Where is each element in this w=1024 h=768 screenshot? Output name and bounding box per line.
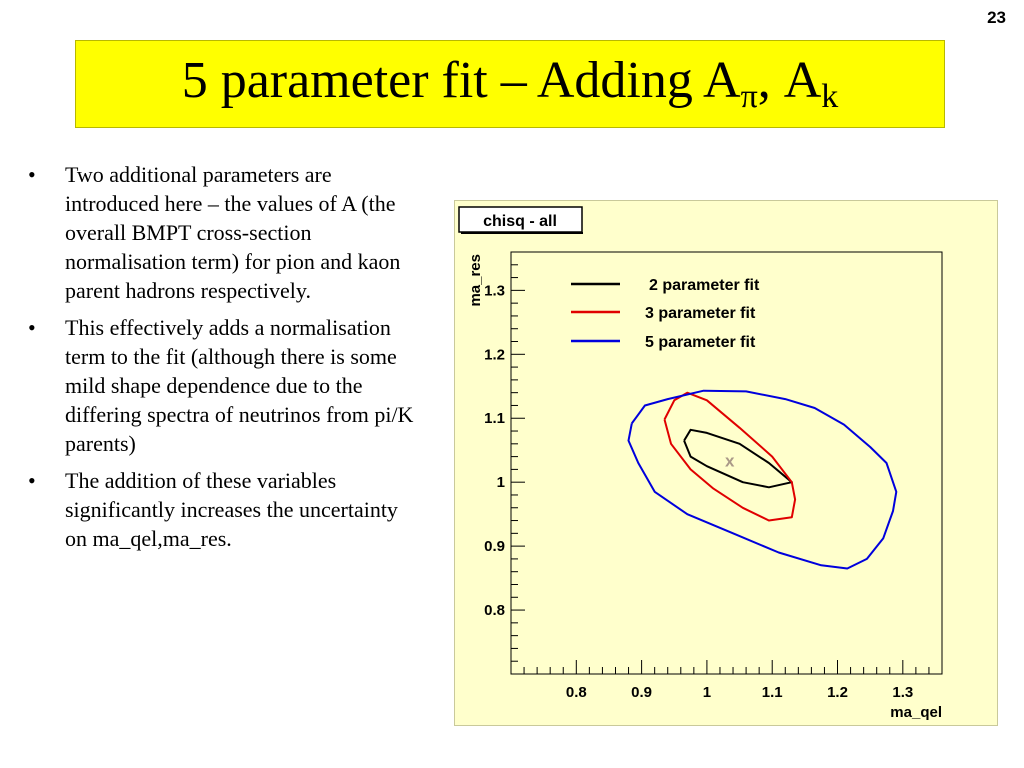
title-separator: , A bbox=[757, 51, 822, 109]
legend-label-3param: 3 parameter fit bbox=[645, 305, 756, 322]
bullet-list bbox=[22, 160, 417, 561]
title-main: 5 parameter fit – Adding A bbox=[181, 51, 741, 109]
y-tick-label: 0.9 bbox=[484, 538, 505, 556]
bullet-text: This effectively adds a normalisation term to the fit (although there is some mild shape dependence due to the differing spectra of neutrinos from pi/K parents) bbox=[65, 315, 414, 456]
bullet-text: Two additional parameters are introduced here – the values of A (the overall BMPT cross-section normalisation term) for pion and kaon parent hadrons respectively. bbox=[65, 162, 401, 303]
y-tick-label: 0.8 bbox=[484, 602, 505, 620]
legend-label-2param: 2 parameter fit bbox=[649, 277, 760, 294]
chart-figure bbox=[454, 200, 998, 726]
bullet-dot: • bbox=[28, 315, 36, 340]
bullet-item bbox=[22, 313, 417, 458]
bullet-dot: • bbox=[28, 162, 36, 187]
chart-title: chisq - all bbox=[483, 213, 557, 230]
legend-label-5param: 5 parameter fit bbox=[645, 334, 756, 351]
y-axis-label: ma_res bbox=[467, 254, 484, 307]
x-axis-label: ma_qel bbox=[890, 704, 942, 721]
best-fit-marker: x bbox=[725, 451, 735, 471]
slide-number: 23 bbox=[987, 8, 1006, 27]
title-subscript-pi: π bbox=[740, 77, 758, 115]
y-tick-label: 1.2 bbox=[484, 346, 505, 364]
y-tick-label: 1 bbox=[496, 474, 505, 492]
title-subscript-k: k bbox=[821, 77, 839, 115]
x-tick-label: 1.3 bbox=[892, 684, 914, 701]
bullet-text: The addition of these variables significantly increases the uncertainty on ma_qel,ma_res. bbox=[65, 468, 398, 551]
x-tick-label: 1.1 bbox=[761, 684, 783, 701]
x-tick-label: 0.9 bbox=[631, 684, 653, 701]
bullet-item bbox=[22, 160, 417, 305]
x-tick-label: 1 bbox=[702, 684, 712, 701]
contour-chart bbox=[455, 201, 999, 727]
y-tick-label: 1.1 bbox=[484, 410, 505, 428]
x-tick-label: 1.2 bbox=[827, 684, 848, 701]
slide-title bbox=[181, 51, 839, 115]
x-tick-label: 0.8 bbox=[565, 684, 587, 701]
title-banner bbox=[75, 40, 945, 128]
bullet-item bbox=[22, 466, 417, 553]
y-tick-label: 1.3 bbox=[484, 282, 505, 300]
bullet-dot: • bbox=[28, 468, 36, 493]
